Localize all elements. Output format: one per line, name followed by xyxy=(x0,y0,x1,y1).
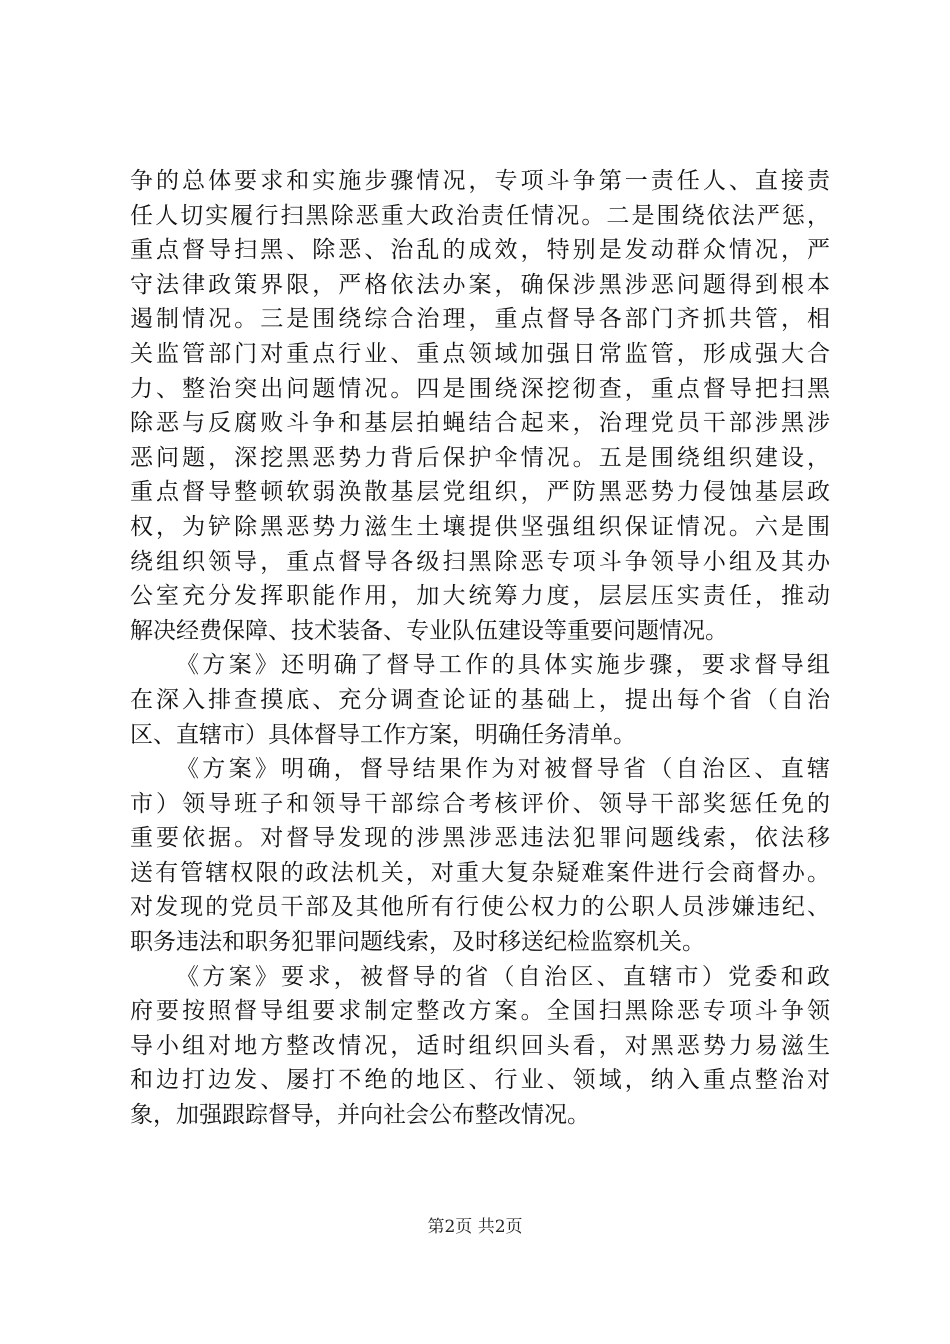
paragraph-start-line: 《方案》要求，被督导的省（自治区、直辖市）党委和政 xyxy=(176,963,830,990)
text-line: 在深入排查摸底、充分调查论证的基础上，提出每个省（自治 xyxy=(130,686,830,713)
text-line: 守法律政策界限，严格依法办案，确保涉黑涉恶问题得到根本 xyxy=(130,271,830,298)
text-line: 对发现的党员干部及其他所有行使公权力的公职人员涉嫌违纪、 xyxy=(130,894,830,921)
text-line: 争的总体要求和实施步骤情况，专项斗争第一责任人、直接责 xyxy=(130,168,830,194)
text-line: 导小组对地方整改情况，适时组织回头看，对黑恶势力易滋生 xyxy=(130,1032,830,1059)
text-line: 职务违法和职务犯罪问题线索，及时移送纪检监察机关。 xyxy=(130,929,705,956)
page-number: 第2页 共2页 xyxy=(427,1217,523,1237)
text-line: 任人切实履行扫黑除恶重大政治责任情况。二是围绕依法严惩， xyxy=(130,202,830,229)
body-text xyxy=(130,164,830,1133)
text-line: 力、整治突出问题情况。四是围绕深挖彻查，重点督导把扫黑 xyxy=(130,375,830,402)
text-line: 重点督导扫黑、除恶、治乱的成效，特别是发动群众情况，严 xyxy=(130,237,830,264)
paragraph-start-line: 《方案》明确，督导结果作为对被督导省（自治区、直辖 xyxy=(176,756,830,783)
paragraph-start-line: 《方案》还明确了督导工作的具体实施步骤，要求督导组 xyxy=(176,652,830,679)
text-line: 关监管部门对重点行业、重点领域加强日常监管，形成强大合 xyxy=(130,340,830,367)
text-line: 公室充分发挥职能作用，加大统筹力度，层层压实责任，推动 xyxy=(130,583,830,610)
text-line: 除恶与反腐败斗争和基层拍蝇结合起来，治理党员干部涉黑涉 xyxy=(130,410,830,437)
text-line: 象，加强跟踪督导，并向社会公布整改情况。 xyxy=(130,1102,590,1129)
text-line: 解决经费保障、技术装备、专业队伍建设等重要问题情况。 xyxy=(130,617,728,644)
text-line: 送有管辖权限的政法机关，对重大复杂疑难案件进行会商督办。 xyxy=(130,859,830,886)
text-line: 区、直辖市）具体督导工作方案，明确任务清单。 xyxy=(130,721,636,748)
text-line: 府要按照督导组要求制定整改方案。全国扫黑除恶专项斗争领 xyxy=(130,998,830,1025)
text-line: 市）领导班子和领导干部综合考核评价、领导干部奖惩任免的 xyxy=(130,790,830,817)
text-line: 权，为铲除黑恶势力滋生土壤提供坚强组织保证情况。六是围 xyxy=(130,513,830,540)
text-line: 绕组织领导，重点督导各级扫黑除恶专项斗争领导小组及其办 xyxy=(130,548,830,575)
text-line: 和边打边发、屡打不绝的地区、行业、领域，纳入重点整治对 xyxy=(130,1067,830,1094)
text-line: 恶问题，深挖黑恶势力背后保护伞情况。五是围绕组织建设， xyxy=(130,444,830,471)
text-line: 遏制情况。三是围绕综合治理，重点督导各部门齐抓共管，相 xyxy=(130,306,830,333)
text-line: 重要依据。对督导发现的涉黑涉恶违法犯罪问题线索，依法移 xyxy=(130,825,830,852)
text-line: 重点督导整顿软弱涣散基层党组织，严防黑恶势力侵蚀基层政 xyxy=(130,479,830,506)
